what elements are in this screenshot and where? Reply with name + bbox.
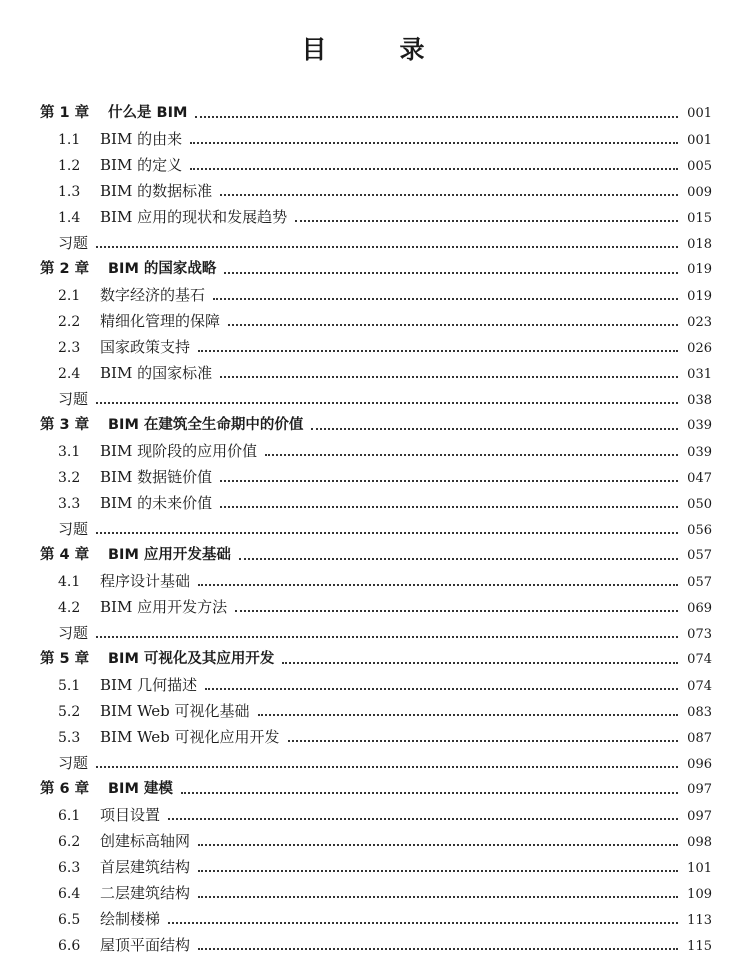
toc-page-number: 097 [687,782,712,797]
toc-dot-leader [198,580,678,586]
toc-entry-title: BIM 建模 [108,781,173,797]
toc-page-number: 039 [687,418,712,433]
toc-chapter-row[interactable] [40,412,712,438]
toc-dot-leader [198,840,678,846]
toc-dot-leader [228,320,678,326]
toc-entry-title: BIM 可视化及其应用开发 [108,651,275,667]
toc-page-number: 015 [687,211,712,226]
toc-page-number: 087 [687,731,712,746]
toc-section-row[interactable] [40,672,712,698]
toc-entry-title: BIM 的国家战略 [108,261,217,277]
toc-entry-title: BIM 应用开发方法 [100,598,228,616]
toc-page-number: 026 [687,341,712,356]
toc-entry-title: 创建标高轴网 [100,832,191,850]
toc-entry-title: BIM 数据链价值 [100,468,213,486]
toc-page-number: 009 [687,185,712,200]
toc-page-number: 001 [687,106,712,121]
toc-entry-number: 2.4 [58,366,81,382]
toc-entry-title: 习题 [58,624,89,642]
toc-dot-leader [235,606,678,612]
toc-section-row[interactable] [40,464,712,490]
toc-dot-leader [96,398,678,404]
toc-entry-title: 首层建筑结构 [100,858,191,876]
toc-entry-title: 精细化管理的保障 [100,312,221,330]
toc-dot-leader [190,164,678,170]
toc-section-row[interactable] [40,854,712,880]
toc-entry-title: BIM 在建筑全生命期中的价值 [108,417,304,433]
toc-dot-leader [265,450,678,456]
toc-dot-leader [288,736,678,742]
toc-exercise-row[interactable] [40,386,712,412]
toc-section-row[interactable] [40,568,712,594]
toc-page-number: 113 [687,913,712,928]
toc-section-row[interactable] [40,152,712,178]
toc-entry-number: 第 1 章 [40,105,90,121]
toc-entry-title: BIM Web 可视化应用开发 [100,728,280,746]
toc-entry-title: 习题 [58,754,89,772]
toc-page-number: 023 [687,315,712,330]
toc-exercise-row[interactable] [40,230,712,256]
toc-entry-title: BIM 的由来 [100,130,183,148]
toc-section-row[interactable] [40,724,712,750]
toc-entry-title: BIM Web 可视化基础 [100,702,250,720]
toc-page-number: 073 [687,627,712,642]
toc-entry-title: 什么是 BIM [108,105,188,121]
toc-page-number: 083 [687,705,712,720]
toc-chapter-row[interactable] [40,256,712,282]
toc-dot-leader [198,866,678,872]
toc-dot-leader [220,476,678,482]
toc-entry-number: 6.5 [58,912,81,928]
toc-dot-leader [96,762,678,768]
toc-page-number: 069 [687,601,712,616]
toc-dot-leader [198,346,678,352]
toc-entry-number: 6.2 [58,834,81,850]
toc-exercise-row[interactable] [40,620,712,646]
toc-page-number: 074 [687,652,712,667]
toc-entry-title: 项目设置 [100,806,161,824]
toc-entry-number: 第 6 章 [40,781,90,797]
toc-entry-title: BIM 应用开发基础 [108,547,231,563]
toc-entry-title: 二层建筑结构 [100,884,191,902]
toc-page-number: 047 [687,471,712,486]
toc-section-row[interactable] [40,360,712,386]
toc-entry-number: 5.3 [58,730,81,746]
toc-dot-leader [282,658,678,664]
toc-page-number: 038 [687,393,712,408]
toc-dot-leader [220,502,678,508]
toc-page-number: 074 [687,679,712,694]
toc-entry-number: 第 3 章 [40,417,90,433]
toc-entry-number: 5.1 [58,678,81,694]
toc-chapter-row[interactable] [40,646,712,672]
toc-section-row[interactable] [40,126,712,152]
toc-dot-leader [168,918,678,924]
toc-page-number: 039 [687,445,712,460]
toc-entry-number: 1.1 [58,132,81,148]
toc-page-number: 005 [687,159,712,174]
toc-entry-number: 2.2 [58,314,81,330]
toc-dot-leader [213,294,678,300]
toc-page-number: 056 [687,523,712,538]
toc-section-row[interactable] [40,178,712,204]
toc-entry-title: BIM 应用的现状和发展趋势 [100,208,288,226]
toc-entry-number: 6.4 [58,886,81,902]
toc-dot-leader [198,944,678,950]
toc-page-number: 031 [687,367,712,382]
toc-dot-leader [96,242,678,248]
table-of-contents [40,100,712,958]
toc-entry-number: 4.1 [58,574,81,590]
toc-section-row[interactable] [40,594,712,620]
toc-dot-leader [220,372,678,378]
toc-entry-number: 第 5 章 [40,651,90,667]
toc-entry-number: 6.1 [58,808,81,824]
toc-entry-number: 1.2 [58,158,81,174]
toc-entry-title: BIM 的国家标准 [100,364,213,382]
toc-entry-number: 2.1 [58,288,81,304]
toc-entry-title: 国家政策支持 [100,338,191,356]
toc-section-row[interactable] [40,282,712,308]
toc-dot-leader [239,554,678,560]
toc-section-row[interactable] [40,438,712,464]
toc-dot-leader [181,788,678,794]
toc-page-number: 096 [687,757,712,772]
toc-entry-title: 习题 [58,520,89,538]
toc-dot-leader [258,710,678,716]
toc-section-row[interactable] [40,880,712,906]
toc-entry-title: BIM 的定义 [100,156,183,174]
toc-exercise-row[interactable] [40,516,712,542]
toc-entry-title: 程序设计基础 [100,572,191,590]
toc-page-number: 101 [687,861,712,876]
toc-page-number: 018 [687,237,712,252]
toc-dot-leader [96,632,678,638]
toc-section-row[interactable] [40,906,712,932]
toc-entry-title: 屋顶平面结构 [100,936,191,954]
toc-entry-number: 5.2 [58,704,81,720]
toc-entry-number: 6.3 [58,860,81,876]
toc-page-number: 115 [687,939,712,954]
toc-chapter-row[interactable] [40,776,712,802]
toc-entry-title: BIM 的数据标准 [100,182,213,200]
toc-entry-title: BIM 的未来价值 [100,494,213,512]
toc-exercise-row[interactable] [40,750,712,776]
toc-dot-leader [198,892,678,898]
toc-entry-number: 第 4 章 [40,547,90,563]
toc-entry-title: BIM 现阶段的应用价值 [100,442,258,460]
toc-page-number: 057 [687,548,712,563]
toc-dot-leader [311,424,678,430]
toc-entry-number: 1.3 [58,184,81,200]
toc-page-number: 097 [687,809,712,824]
toc-page-number: 001 [687,133,712,148]
toc-section-row[interactable] [40,802,712,828]
toc-section-row[interactable] [40,828,712,854]
toc-section-row[interactable] [40,698,712,724]
toc-page-number: 050 [687,497,712,512]
toc-section-row[interactable] [40,932,712,958]
toc-section-row[interactable] [40,308,712,334]
toc-dot-leader [205,684,678,690]
toc-chapter-row[interactable] [40,100,712,126]
toc-section-row[interactable] [40,334,712,360]
toc-dot-leader [224,268,678,274]
toc-entry-number: 2.3 [58,340,81,356]
toc-page-number: 098 [687,835,712,850]
toc-page-number: 019 [687,262,712,277]
toc-section-row[interactable] [40,204,712,230]
toc-entry-number: 3.1 [58,444,81,460]
toc-entry-number: 1.4 [58,210,81,226]
toc-page-number: 019 [687,289,712,304]
toc-entry-title: 绘制楼梯 [100,910,161,928]
toc-entry-number: 3.2 [58,470,81,486]
toc-entry-title: 数字经济的基石 [100,286,206,304]
toc-section-row[interactable] [40,490,712,516]
toc-page-number: 109 [687,887,712,902]
page-title: 目 录 [301,35,449,64]
toc-dot-leader [190,138,678,144]
toc-entry-title: 习题 [58,234,89,252]
toc-entry-number: 4.2 [58,600,81,616]
toc-dot-leader [168,814,678,820]
toc-chapter-row[interactable] [40,542,712,568]
toc-entry-title: BIM 几何描述 [100,676,198,694]
toc-dot-leader [195,112,678,118]
toc-page-number: 057 [687,575,712,590]
toc-dot-leader [295,216,678,222]
toc-dot-leader [220,190,678,196]
toc-dot-leader [96,528,678,534]
toc-entry-title: 习题 [58,390,89,408]
toc-entry-number: 6.6 [58,938,81,954]
toc-entry-number: 第 2 章 [40,261,90,277]
toc-entry-number: 3.3 [58,496,81,512]
